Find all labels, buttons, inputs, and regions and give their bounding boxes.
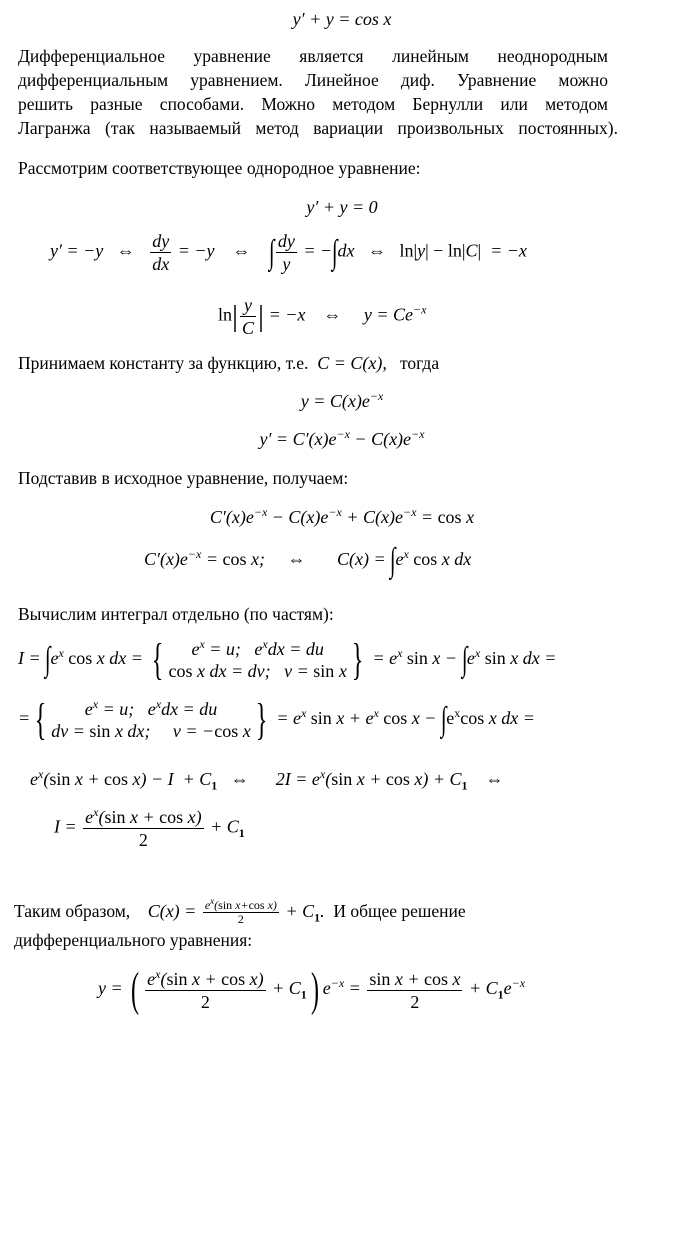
equation-general-solution: y = ( $\frac{e^x(\sin x + \cos x)}{2}$ + $C_1$) $e^{-x}$ = $\frac{\text{sin x + cos x}}{2}$ + $C_1e^{-x}$ [98, 963, 526, 1016]
paragraph-homogeneous: Рассмотрим соответствующее однородное уравнение: [18, 158, 421, 178]
equation-integral-step-3: $e^x(\sin$ $x + \cos x) - I + C_1$ ⇔ $2I = e^x(\sin$ $x + \cos x) + C_1$ ⇔ [30, 767, 504, 793]
equation-separation: y′ = −y ⇔ $\frac{dy}{dx}$ = −y ⇔ ∫ $\frac{dy}{y}$ = −∫dx ⇔ ln|y| − ln|C| = −x [50, 231, 527, 274]
equation-integral-step-1: $I = \int e^x$ cos x dx = { $e^x = u$; $e^xdx$ = du cos x dx = dv; v = sin x } = $e^x$ $\sin x - \int e^x$ sin x dx = [18, 635, 557, 684]
paragraph-intro-line-2: дифференциальным уравнением. Линейное диф. Уравнение можно [18, 70, 608, 90]
paragraph-by-parts: Вычислим интеграл отдельно (по частям): [18, 604, 334, 624]
equation-log-solution: ln| $\frac{y}{C}$ | = −x ⇔ $y = Ce^{-x}$ [218, 295, 427, 338]
paragraph-variation: Принимаем константу за функцию, т.е. C = C(x), тогда [18, 353, 440, 373]
paragraph-substitute: Подставив в исходное уравнение, получаем: [18, 468, 349, 488]
equation-cx-integral: $C'(x)e^{-x} = \cos x$; ⇔ $C(x) = \int e^x$ cos x dx [144, 541, 472, 579]
paragraph-intro-line-1: Дифференциальное уравнение является линейным неоднородным [18, 46, 608, 66]
paragraph-conclusion-line-2: дифференциального уравнения: [14, 930, 253, 950]
paragraph-conclusion-line-1: Таким образом, C(x) = $\frac{e^x(\sin x+\cos x)}{2}$ + $C_1$. И общее решение [14, 896, 466, 927]
equation-original: y′ + y = cos x [292, 9, 392, 29]
paragraph-intro-line-4: Лагранжа (так называемый метод вариации произвольных постоянных). [18, 118, 618, 138]
equation-integral-step-2: = { $e^x = u$; $e^xdx$ = du dv = sin x dx; v = −cos x } = $e^x$ $\sin x + e^x$ $\cos x - \int e^x\cos$ x dx = [18, 695, 535, 744]
equation-integral-result: I = $\frac{e^x(\sin x + \cos x)}{2}$ + $C_1$ [54, 805, 245, 850]
equation-substituted: $C'(x)e^{-x} - C(x)e^{-x} + C(x)e^{-x} = \cos x$ [209, 505, 475, 527]
equation-y-derivative: $y' = C'(x)e^{-x} - C(x)e^{-x}$ [259, 427, 425, 449]
equation-homogeneous: y′ + y = 0 [306, 197, 378, 217]
equation-y-cx: $y = C(x)e^{-x}$ [300, 389, 384, 411]
paragraph-intro-line-3: решить разные способами. Можно методом Бернулли или методом [18, 94, 608, 114]
